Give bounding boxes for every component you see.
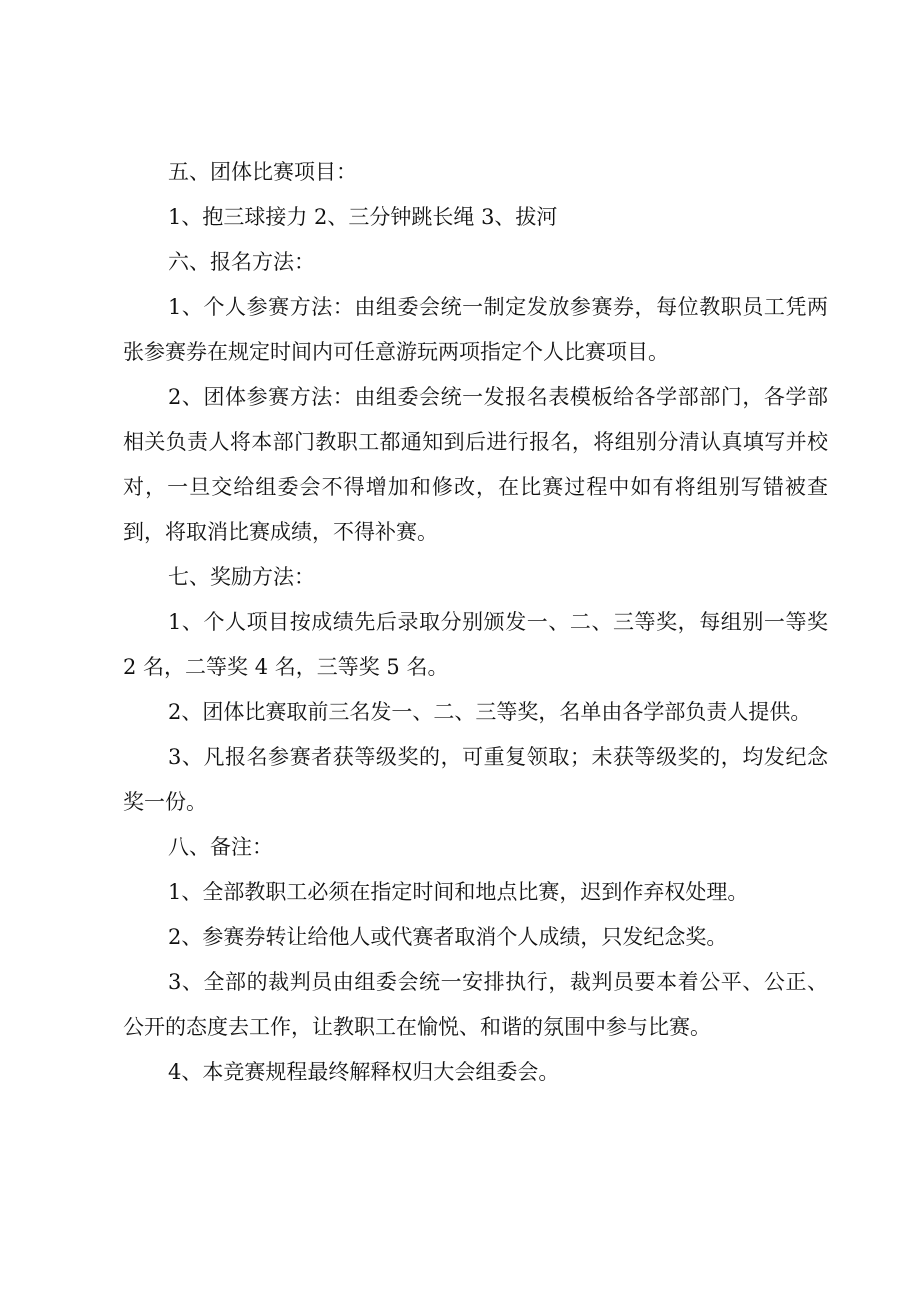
note-1: 1、全部教职工必须在指定时间和地点比赛，迟到作弃权处理。: [168, 880, 749, 904]
section-heading-registration: 六、报名方法：: [168, 250, 315, 274]
note-3: 3、全部的裁判员由组委会统一安排执行，裁判员要本着公平、公正、公开的态度去工作，让教职工在愉悦、和谐的氛围中参与比赛。: [123, 970, 828, 1039]
section-heading-team-events: 五、团体比赛项目：: [168, 160, 357, 184]
registration-individual: 1、个人参赛方法：由组委会统一制定发放参赛券，每位教职员工凭两张参赛券在规定时间内可任意游玩两项指定个人比赛项目。: [123, 295, 828, 364]
document-body: [123, 150, 828, 1095]
section-heading-awards: 七、奖励方法：: [168, 565, 315, 589]
section-heading-notes: 八、备注：: [168, 835, 273, 859]
awards-team: 2、团体比赛取前三名发一、二、三等奖，名单由各学部负责人提供。: [168, 700, 812, 724]
note-2: 2、参赛券转让给他人或代赛者取消个人成绩，只发纪念奖。: [168, 925, 728, 949]
team-events-list: 1、抱三球接力 2、三分钟跳长绳 3、拔河: [168, 205, 558, 229]
awards-individual: 1、个人项目按成绩先后录取分别颁发一、二、三等奖，每组别一等奖 2 名，二等奖 4 名，三等奖 5 名。: [123, 610, 828, 679]
registration-team: 2、团体参赛方法：由组委会统一发报名表模板给各学部部门，各学部相关负责人将本部门教职工都通知到后进行报名，将组别分清认真填写并校对，一旦交给组委会不得增加和修改，在比赛过程中如有将组别写错被查到，将取消比赛成绩，不得补赛。: [123, 385, 828, 544]
awards-repeat: 3、凡报名参赛者获等级奖的，可重复领取；未获等级奖的，均发纪念奖一份。: [123, 745, 828, 814]
note-4: 4、本竞赛规程最终解释权归大会组委会。: [168, 1060, 560, 1084]
